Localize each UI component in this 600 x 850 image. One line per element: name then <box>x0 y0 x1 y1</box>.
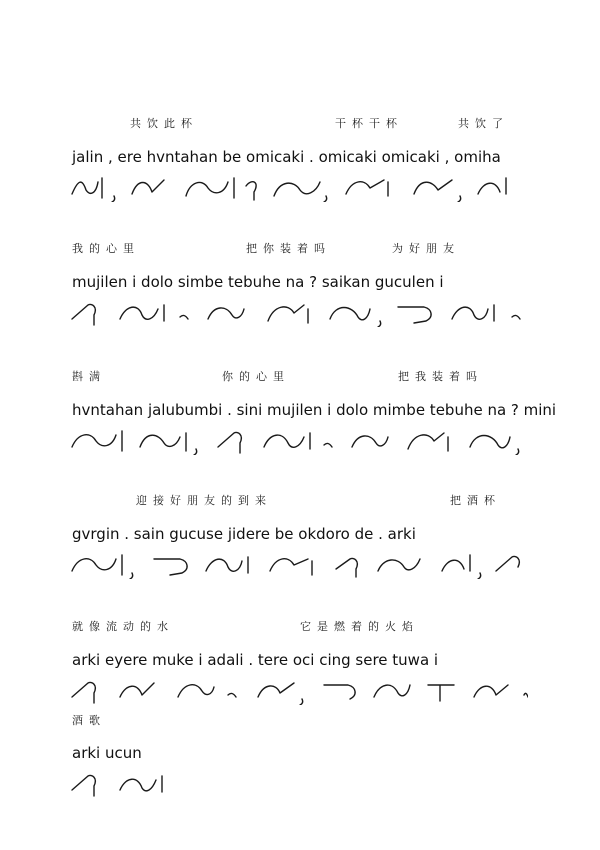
romanized-line-4: gvrgin . sain gucuse jidere be okdoro de . arki <box>72 525 416 543</box>
romanized-line-2: mujilen i dolo simbe tebuhe na ? saikan guculen i <box>72 273 444 291</box>
romanized-line-1: jalin , ere hvntahan be omicaki . omicaki omicaki , omiha <box>72 148 501 166</box>
gloss-text: 你的心里 <box>222 370 290 383</box>
gloss-text: 酒歌 <box>72 714 106 727</box>
romanized-line-6: arki ucun <box>72 744 142 762</box>
romanized-line-5: arki eyere muke i adali . tere oci cing sere tuwa i <box>72 651 439 669</box>
gloss-text: 干杯干杯 <box>335 117 403 130</box>
gloss-text: 迎接好朋友的到来 <box>136 494 272 507</box>
gloss-text: 把你装着吗 <box>246 242 331 255</box>
gloss-text: 就像流动的水 <box>72 620 174 633</box>
gloss-text: 我的心里 <box>72 242 140 255</box>
manchu-script-line-5-image <box>68 675 528 705</box>
manchu-script-line-2-image <box>68 297 528 327</box>
manchu-script-line-3-image <box>68 425 528 455</box>
manchu-script-line-6-image <box>68 768 268 798</box>
gloss-text: 把酒杯 <box>450 494 501 507</box>
gloss-text: 共饮了 <box>458 117 509 130</box>
gloss-text: 斟满 <box>72 370 106 383</box>
gloss-text: 共饮此杯 <box>130 117 198 130</box>
manchu-script-line-4-image <box>68 549 528 579</box>
romanized-line-3: hvntahan jalubumbi . sini mujilen i dolo mimbe tebuhe na ? mini <box>72 401 557 419</box>
gloss-text: 它是燃着的火焰 <box>300 620 419 633</box>
gloss-text: 为好朋友 <box>392 242 460 255</box>
manchu-script-line-1-image <box>68 172 528 202</box>
gloss-text: 把我装着吗 <box>398 370 483 383</box>
